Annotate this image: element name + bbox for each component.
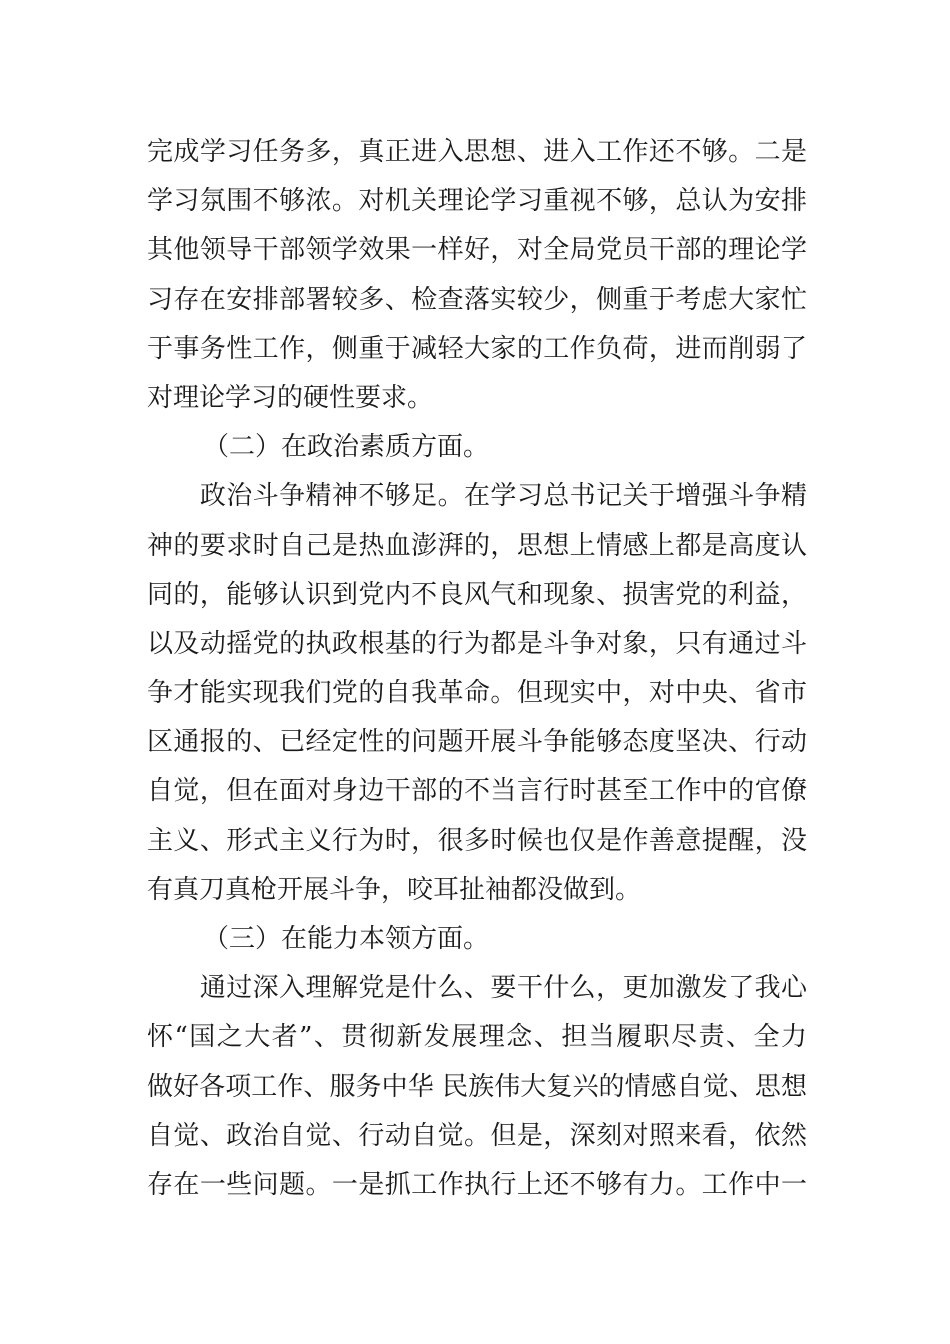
- text-line: 主义、形式主义行为时，很多时候也仅是作善意提醒，没: [147, 825, 807, 856]
- section-heading-political-quality: （二）在政治素质方面。: [203, 432, 490, 463]
- paragraph-learning: [147, 128, 807, 423]
- paragraph-understanding: [147, 964, 807, 1210]
- text-line: 对理论学习的硬性要求。: [147, 382, 434, 413]
- text-line: 自觉，但在面对身边干部的不当言行时甚至工作中的官僚: [147, 776, 807, 807]
- text-line: 其他领导干部领学效果一样好，对全局党员干部的理论学: [147, 235, 807, 266]
- section-heading-ability: （三）在能力本领方面。: [203, 924, 490, 954]
- paragraph-struggle-spirit: [147, 472, 807, 915]
- text-line: 自觉、政治自觉、行动自觉。但是，深刻对照来看，依然: [147, 1120, 807, 1151]
- text-line: 怀“国之大者”、贯彻新发展理念、担当履职尽责、全力: [147, 1022, 807, 1053]
- text-line: 完成学习任务多，真正进入思想、进入工作还不够。二是: [147, 137, 807, 167]
- text-line: 以及动摇党的执政根基的行为都是斗争对象，只有通过斗: [147, 628, 807, 659]
- text-line: 同的，能够认识到党内不良风气和现象、损害党的利益，: [147, 579, 807, 610]
- text-line: 神的要求时自己是热血澎湃的，思想上情感上都是高度认: [147, 530, 807, 561]
- text-line: 区通报的、已经定性的问题开展斗争能够态度坚决、行动: [147, 727, 807, 758]
- text-line: 做好各项工作、服务中华 民族伟大复兴的情感自觉、思想: [147, 1071, 807, 1102]
- text-line: 存在一些问题。一是抓工作执行上还不够有力。工作中一: [147, 1169, 807, 1200]
- text-line: 学习氛围不够浓。对机关理论学习重视不够，总认为安排: [147, 186, 807, 217]
- text-line: 通过深入理解党是什么、要干什么，更加激发了我心: [147, 973, 807, 1004]
- text-line: 于事务性工作，侧重于减轻大家的工作负荷，进而削弱了: [147, 333, 807, 364]
- text-line: 争才能实现我们党的自我革命。但现实中，对中央、省市: [147, 678, 807, 709]
- document-body: [147, 128, 807, 1210]
- text-line: 有真刀真枪开展斗争，咬耳扯袖都没做到。: [147, 874, 642, 905]
- text-line: 习存在安排部署较多、检查落实较少，侧重于考虑大家忙: [147, 284, 807, 315]
- text-line: 政治斗争精神不够足。在学习总书记关于增强斗争精: [147, 481, 807, 512]
